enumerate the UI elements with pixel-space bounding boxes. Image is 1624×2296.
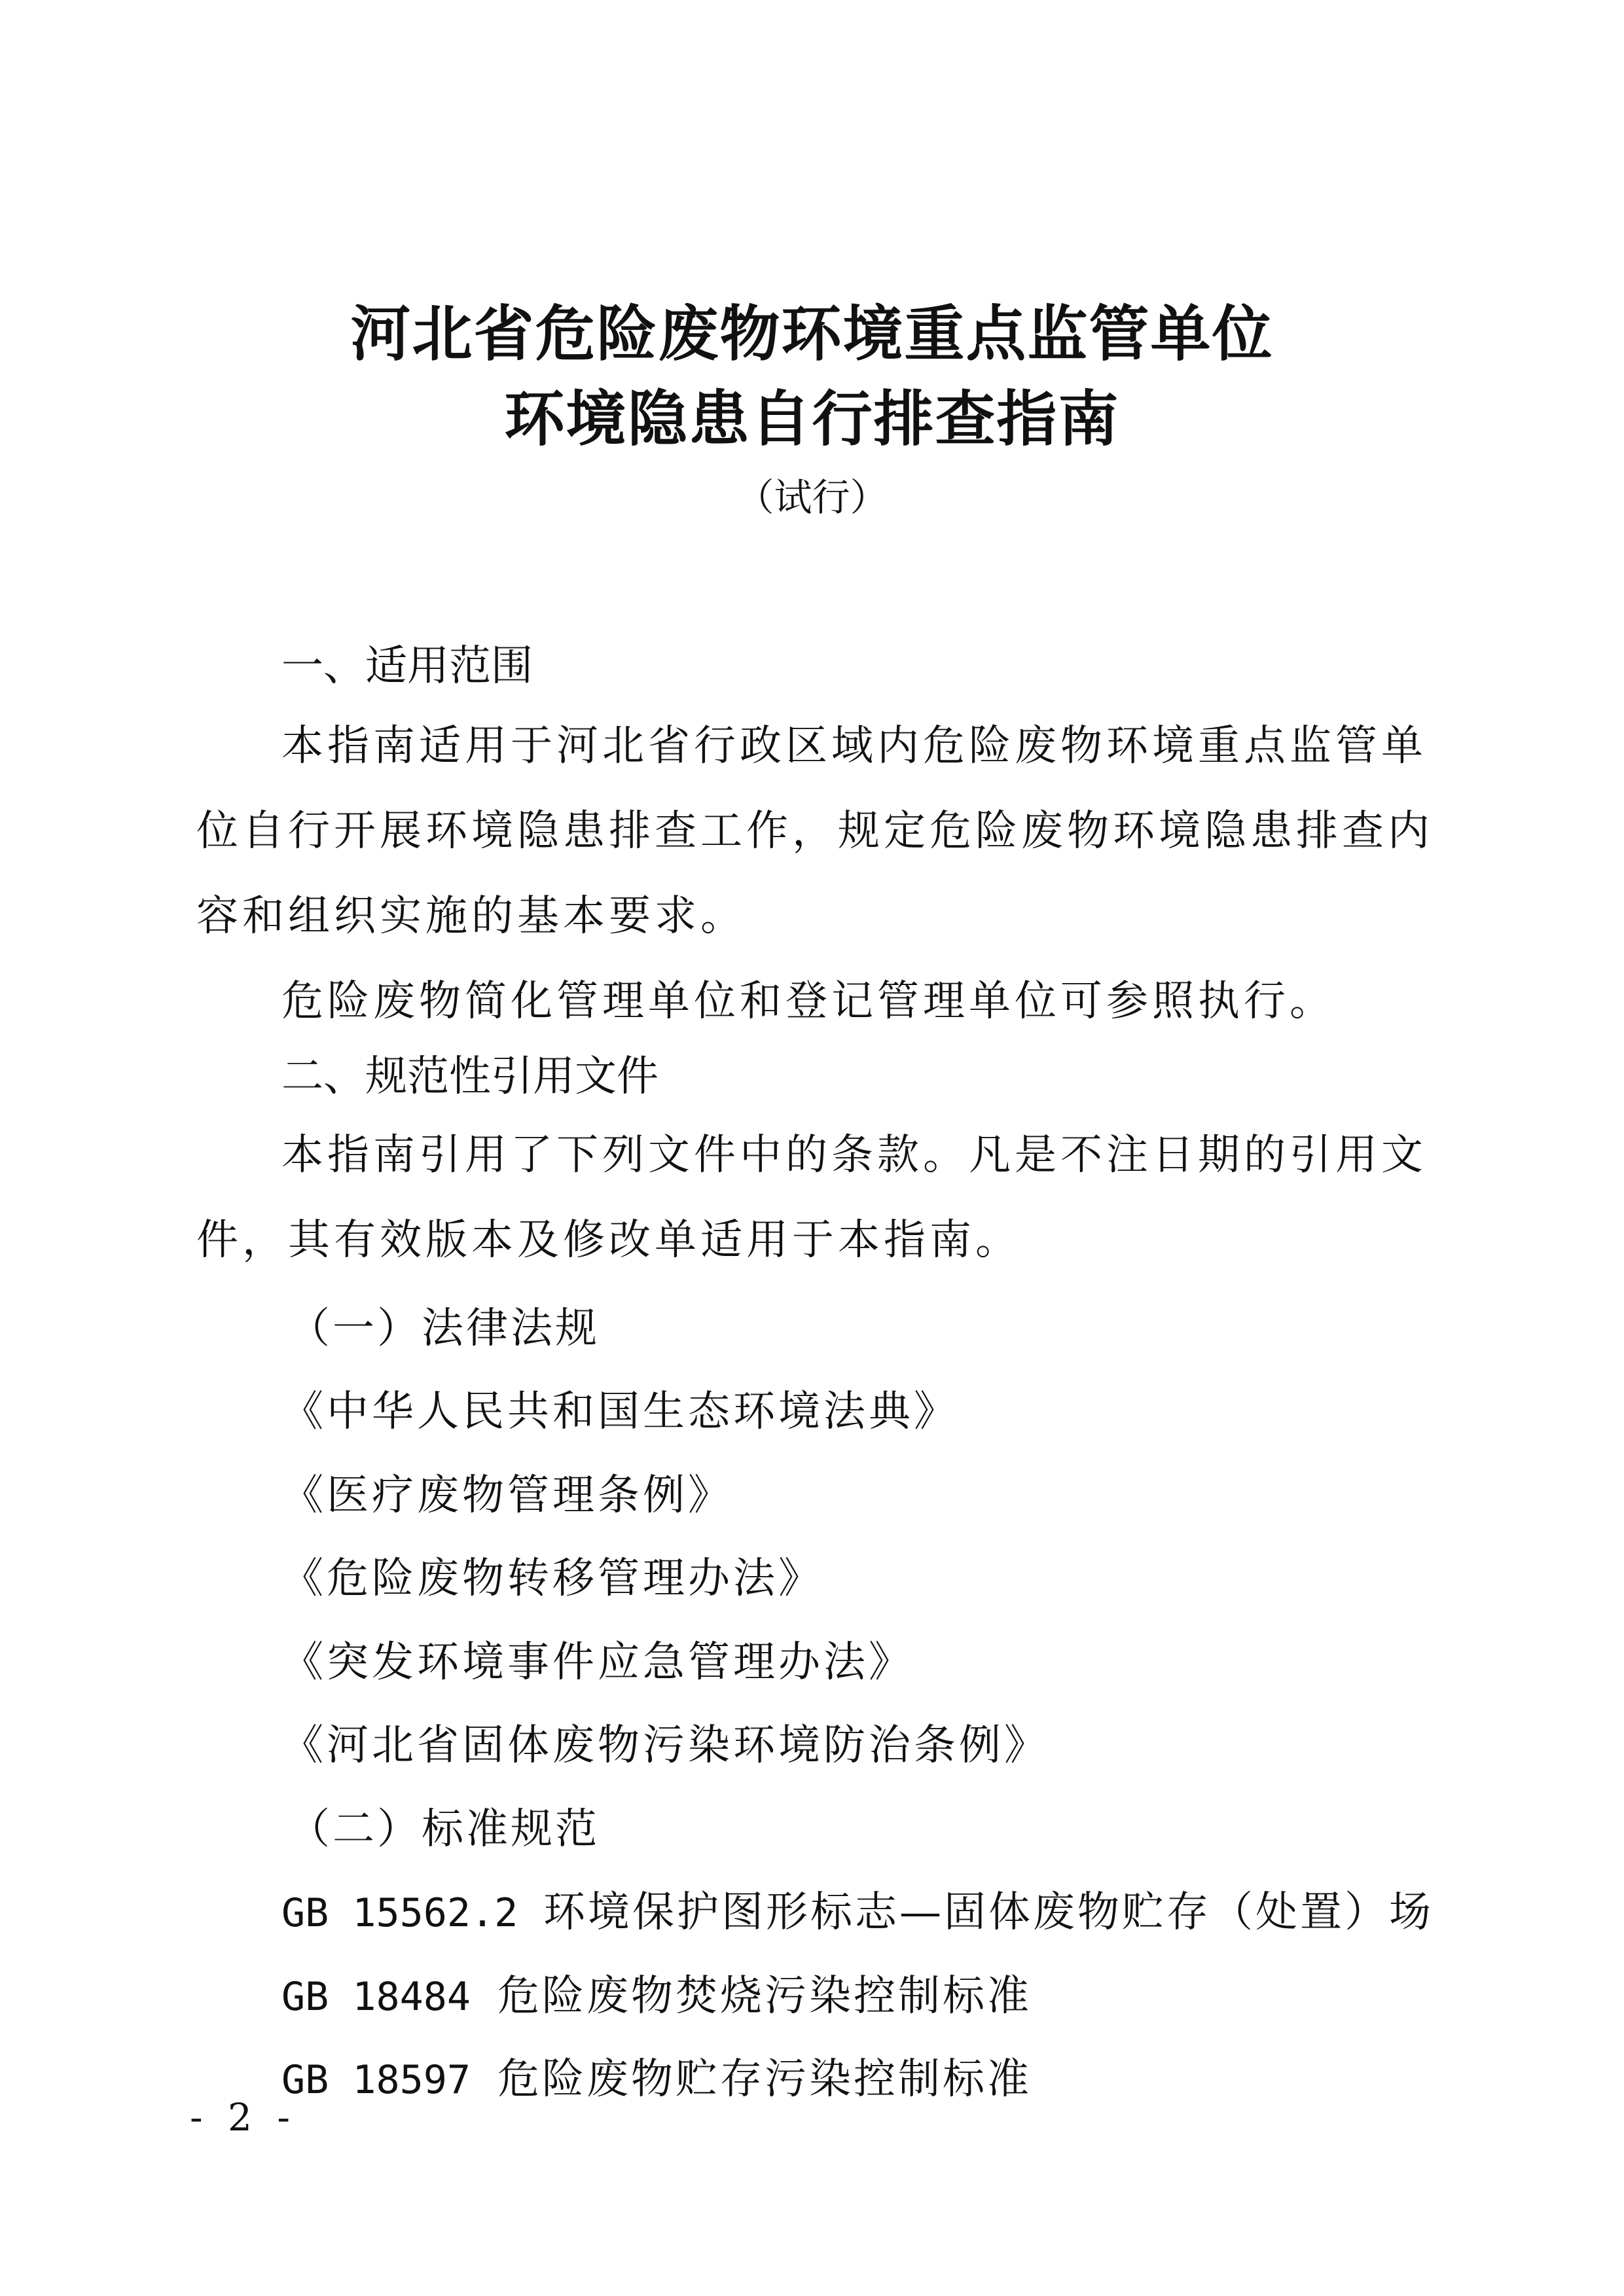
- law-item: 《医疗废物管理条例》: [281, 1471, 733, 1520]
- page-number: - 2 -: [190, 2095, 297, 2140]
- law-item: 《河北省固体废物污染环境防治条例》: [281, 1721, 1049, 1770]
- standard-name: 危险废物贮存污染控制标准: [497, 2055, 1032, 2104]
- laws-heading: （一）法律法规: [288, 1304, 600, 1353]
- document-subtitle: （试行）: [736, 475, 888, 520]
- standard-name: 危险废物焚烧污染控制标准: [497, 1972, 1032, 2020]
- standard-name: 环境保护图形标志—固体废物贮存（处置）场: [543, 1888, 1434, 1937]
- standard-item: [281, 2053, 1032, 2106]
- law-item: 《中华人民共和国生态环境法典》: [281, 1388, 959, 1436]
- scope-paragraph: 本指南适用于河北省行政区域内危险废物环境重点监管单位自行开展环境隐患排查工作，规定危险废物环境隐患排查内容和组织实施的基本要求。: [196, 722, 1434, 941]
- standard-code: GB 15562.2: [281, 1890, 518, 1936]
- law-item: 《危险废物转移管理办法》: [281, 1554, 823, 1603]
- scope-note-paragraph: 危险废物简化管理单位和登记管理单位可参照执行。: [281, 977, 1335, 1026]
- references-paragraph: 本指南引用了下列文件中的条款。凡是不注日期的引用文件，其有效版本及修改单适用于本指南。: [196, 1131, 1427, 1265]
- standards-heading: （二）标准规范: [288, 1805, 600, 1854]
- law-item: 《突发环境事件应急管理办法》: [281, 1638, 914, 1687]
- standard-item: [281, 1970, 1032, 2023]
- standard-item: [281, 1886, 1434, 1939]
- section-heading-scope: 一、适用范围: [281, 642, 533, 691]
- standard-code: GB 18597: [281, 2057, 471, 2103]
- document-title-line-2: 环境隐患自行排查指南: [504, 384, 1120, 454]
- section-heading-references: 二、规范性引用文件: [281, 1052, 659, 1101]
- document-title-line-1: 河北省危险废物环境重点监管单位: [350, 298, 1274, 369]
- standard-code: GB 18484: [281, 1974, 471, 2020]
